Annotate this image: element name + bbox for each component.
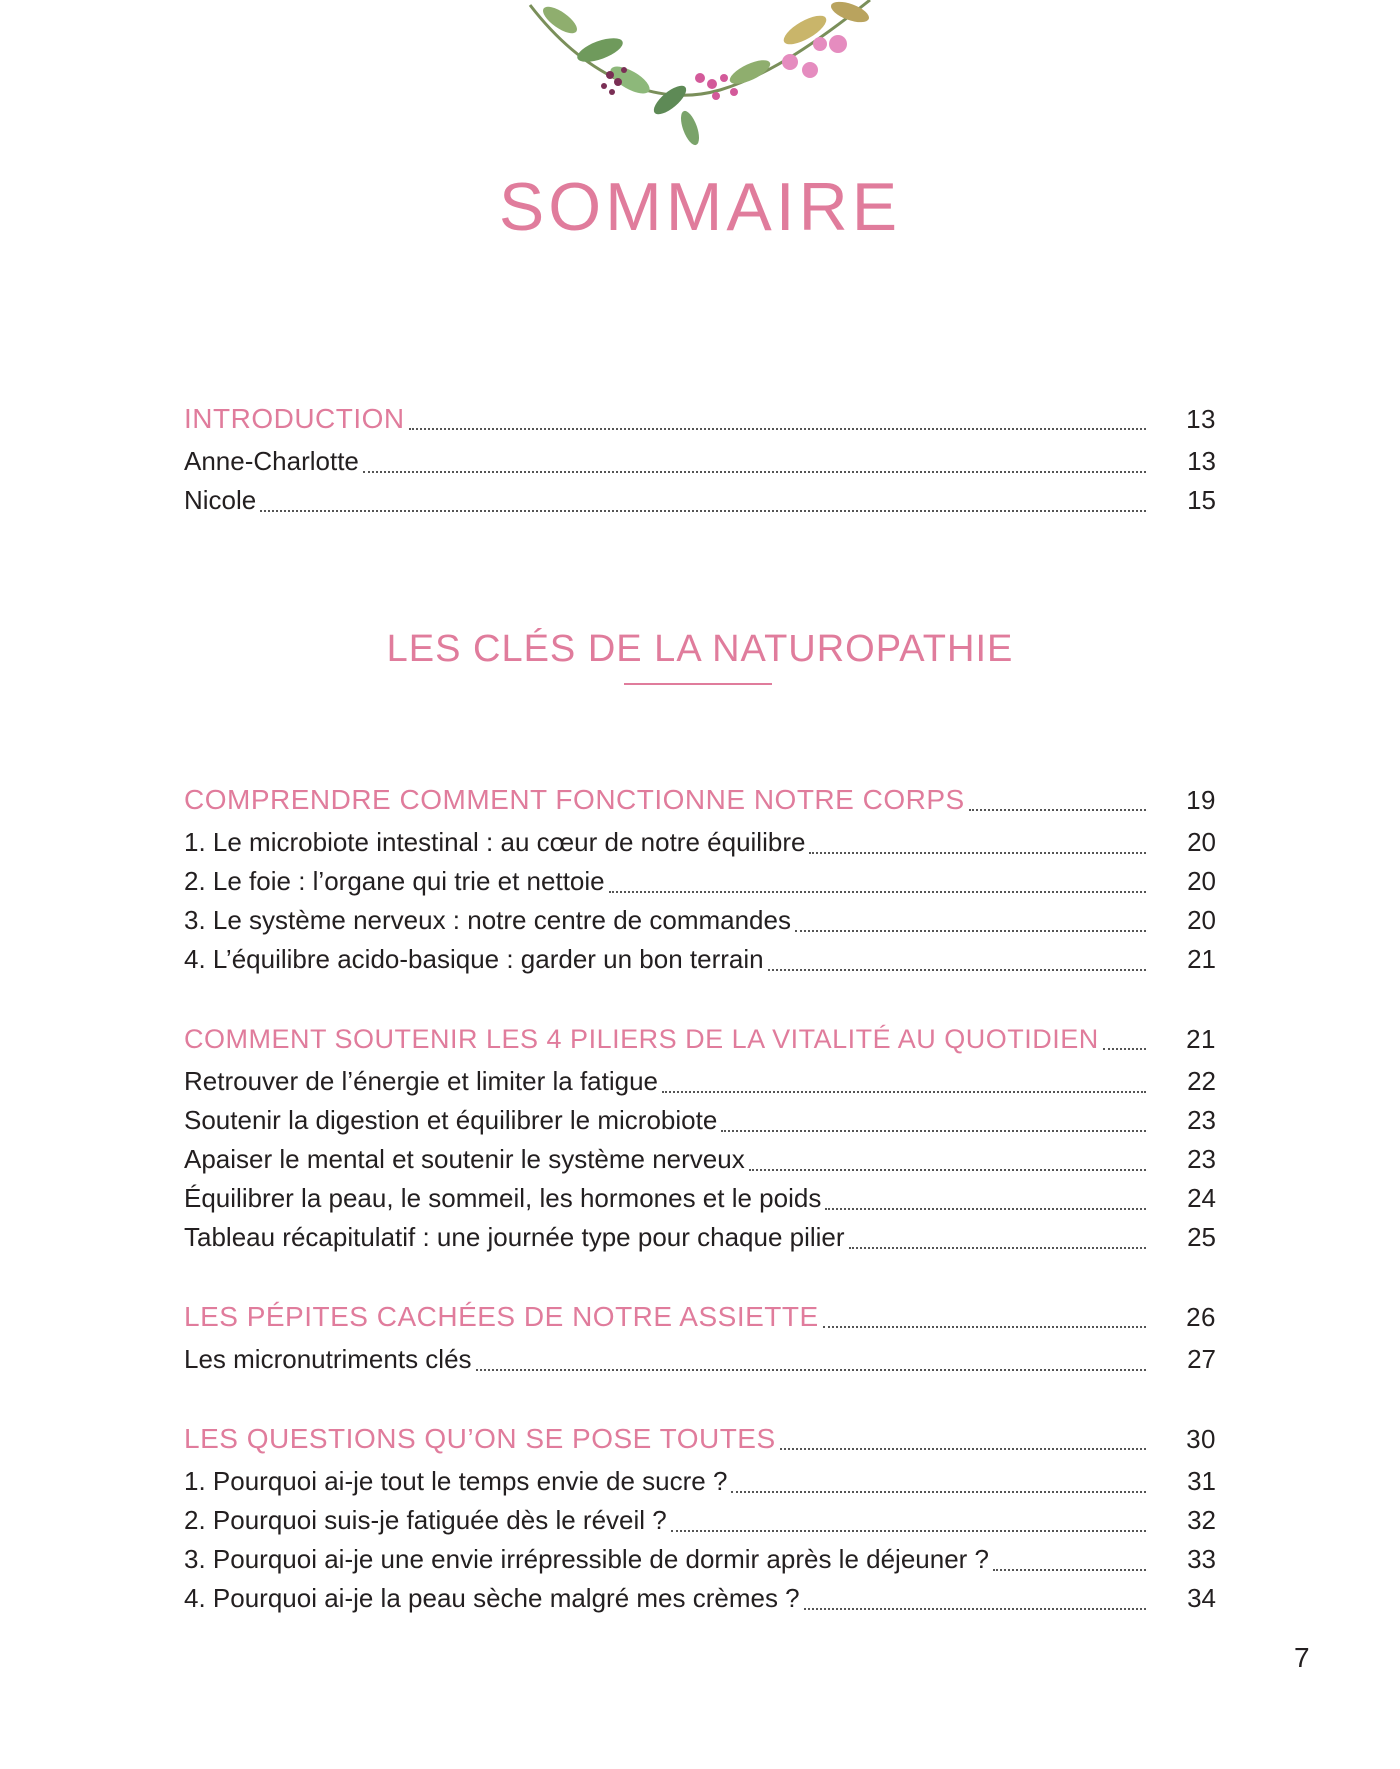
- toc-entry[interactable]: [184, 901, 1216, 940]
- toc-entry[interactable]: [184, 1579, 1216, 1618]
- toc-entry-label: Équilibrer la peau, le sommeil, les hormones et le poids: [184, 1183, 822, 1213]
- dot-leader: [749, 1167, 1146, 1171]
- toc-entry[interactable]: [184, 1540, 1216, 1579]
- toc-entry-label: Apaiser le mental et soutenir le système nerveux: [184, 1144, 745, 1174]
- dot-leader: [804, 1606, 1146, 1610]
- part-title-underline: [624, 683, 772, 685]
- toc-section-3: [184, 1294, 1216, 1379]
- toc-entry-label: INTRODUCTION: [184, 403, 405, 434]
- toc-entry-page: 26: [1186, 1302, 1216, 1332]
- toc-section-1: [184, 777, 1216, 979]
- toc-entry-page: 33: [1187, 1544, 1216, 1574]
- toc-entry-label: COMMENT SOUTENIR LES 4 PILIERS DE LA VITALITÉ AU QUOTIDIEN: [184, 1024, 1099, 1054]
- toc-entry[interactable]: [184, 823, 1216, 862]
- page-title: SOMMAIRE: [498, 169, 902, 245]
- toc-entry-page: 20: [1187, 866, 1216, 896]
- toc-entry-page: 25: [1187, 1222, 1216, 1252]
- toc-entry-label: LES QUESTIONS QU’ON SE POSE TOUTES: [184, 1423, 776, 1454]
- dot-leader: [809, 850, 1146, 854]
- toc-entry-introduction[interactable]: [184, 396, 1216, 442]
- toc-entry-page: 20: [1187, 827, 1216, 857]
- dot-leader: [849, 1245, 1146, 1249]
- toc-entry-label: Anne-Charlotte: [184, 446, 359, 476]
- toc-entry-page: 31: [1187, 1466, 1216, 1496]
- toc-entry[interactable]: [184, 442, 1216, 481]
- toc-entry[interactable]: [184, 1179, 1216, 1218]
- toc-entry-page: 13: [1187, 446, 1216, 476]
- dot-leader: [731, 1489, 1146, 1493]
- toc-section-2: [184, 1016, 1216, 1257]
- toc-entry-page: 21: [1187, 944, 1216, 974]
- toc-entry-page: 24: [1187, 1183, 1216, 1213]
- toc-entry-label: Nicole: [184, 485, 257, 515]
- toc-entry[interactable]: [184, 1218, 1216, 1257]
- dot-leader: [609, 889, 1146, 893]
- toc-section-4: [184, 1416, 1216, 1618]
- toc-entry-page: 15: [1187, 485, 1216, 515]
- dot-leader: [825, 1206, 1146, 1210]
- toc-entry-label: 3. Pourquoi ai-je une envie irrépressible de dormir après le déjeuner ?: [184, 1544, 990, 1574]
- toc-entry-label: Retrouver de l’énergie et limiter la fatigue: [184, 1066, 659, 1096]
- dot-leader: [662, 1089, 1146, 1093]
- toc-entry-page: 22: [1187, 1066, 1216, 1096]
- dot-leader: [721, 1128, 1146, 1132]
- toc-entry[interactable]: [184, 1501, 1216, 1540]
- toc-entry-page: 23: [1187, 1105, 1216, 1135]
- page-number: 7: [1294, 1642, 1310, 1673]
- toc-entry-page: 34: [1187, 1583, 1216, 1613]
- part-title: LES CLÉS DE LA NATUROPATHIE: [386, 628, 1014, 670]
- toc-entry[interactable]: [184, 862, 1216, 901]
- toc-entry-page: 13: [1186, 404, 1216, 434]
- dot-leader: [363, 469, 1146, 473]
- toc-section-heading[interactable]: [184, 1016, 1216, 1062]
- dot-leader: [671, 1528, 1146, 1532]
- toc-entry[interactable]: [184, 481, 1216, 520]
- toc-entry[interactable]: [184, 1101, 1216, 1140]
- dot-leader: [780, 1446, 1146, 1450]
- toc-section-heading[interactable]: [184, 1416, 1216, 1462]
- dot-leader: [768, 967, 1146, 971]
- toc-entry-label: 1. Le microbiote intestinal : au cœur de notre équilibre: [184, 827, 806, 857]
- toc-entry-page: 21: [1186, 1024, 1216, 1054]
- toc-entry[interactable]: [184, 1140, 1216, 1179]
- toc-entry-label: 1. Pourquoi ai-je tout le temps envie de sucre ?: [184, 1466, 728, 1496]
- toc-entry[interactable]: [184, 940, 1216, 979]
- toc-entry-page: 30: [1186, 1424, 1216, 1454]
- toc-entry-label: 3. Le système nerveux : notre centre de commandes: [184, 905, 791, 935]
- toc-entry-label: 2. Pourquoi suis-je fatiguée dès le réveil ?: [184, 1505, 667, 1535]
- dot-leader: [823, 1324, 1146, 1328]
- toc-entry[interactable]: [184, 1462, 1216, 1501]
- toc-entry-label: COMPRENDRE COMMENT FONCTIONNE NOTRE CORPS: [184, 784, 965, 815]
- dot-leader: [1103, 1046, 1146, 1050]
- dot-leader: [260, 508, 1146, 512]
- toc-section-heading[interactable]: [184, 1294, 1216, 1340]
- toc-entry-page: 23: [1187, 1144, 1216, 1174]
- toc-section-heading[interactable]: [184, 777, 1216, 823]
- dot-leader: [969, 807, 1146, 811]
- toc-entry-label: Soutenir la digestion et équilibrer le microbiote: [184, 1105, 718, 1135]
- toc-intro-group: [184, 396, 1216, 520]
- toc-entry-label: LES PÉPITES CACHÉES DE NOTRE ASSIETTE: [184, 1301, 819, 1332]
- toc-entry-page: 19: [1186, 785, 1216, 815]
- toc-entry-label: Tableau récapitulatif : une journée type pour chaque pilier: [184, 1222, 845, 1252]
- toc-entry-label: 4. Pourquoi ai-je la peau sèche malgré mes crèmes ?: [184, 1583, 800, 1613]
- dot-leader: [409, 426, 1146, 430]
- dot-leader: [476, 1367, 1146, 1371]
- toc-entry-page: 20: [1187, 905, 1216, 935]
- toc-entry[interactable]: [184, 1062, 1216, 1101]
- toc-entry-page: 27: [1187, 1344, 1216, 1374]
- floral-wreath-illustration: [520, 0, 880, 150]
- toc-entry-page: 32: [1187, 1505, 1216, 1535]
- toc-entry-label: 2. Le foie : l’organe qui trie et nettoie: [184, 866, 605, 896]
- toc-entry[interactable]: [184, 1340, 1216, 1379]
- dot-leader: [795, 928, 1146, 932]
- dot-leader: [993, 1567, 1146, 1571]
- toc-entry-label: 4. L’équilibre acido-basique : garder un bon terrain: [184, 944, 764, 974]
- toc-entry-label: Les micronutriments clés: [184, 1344, 472, 1374]
